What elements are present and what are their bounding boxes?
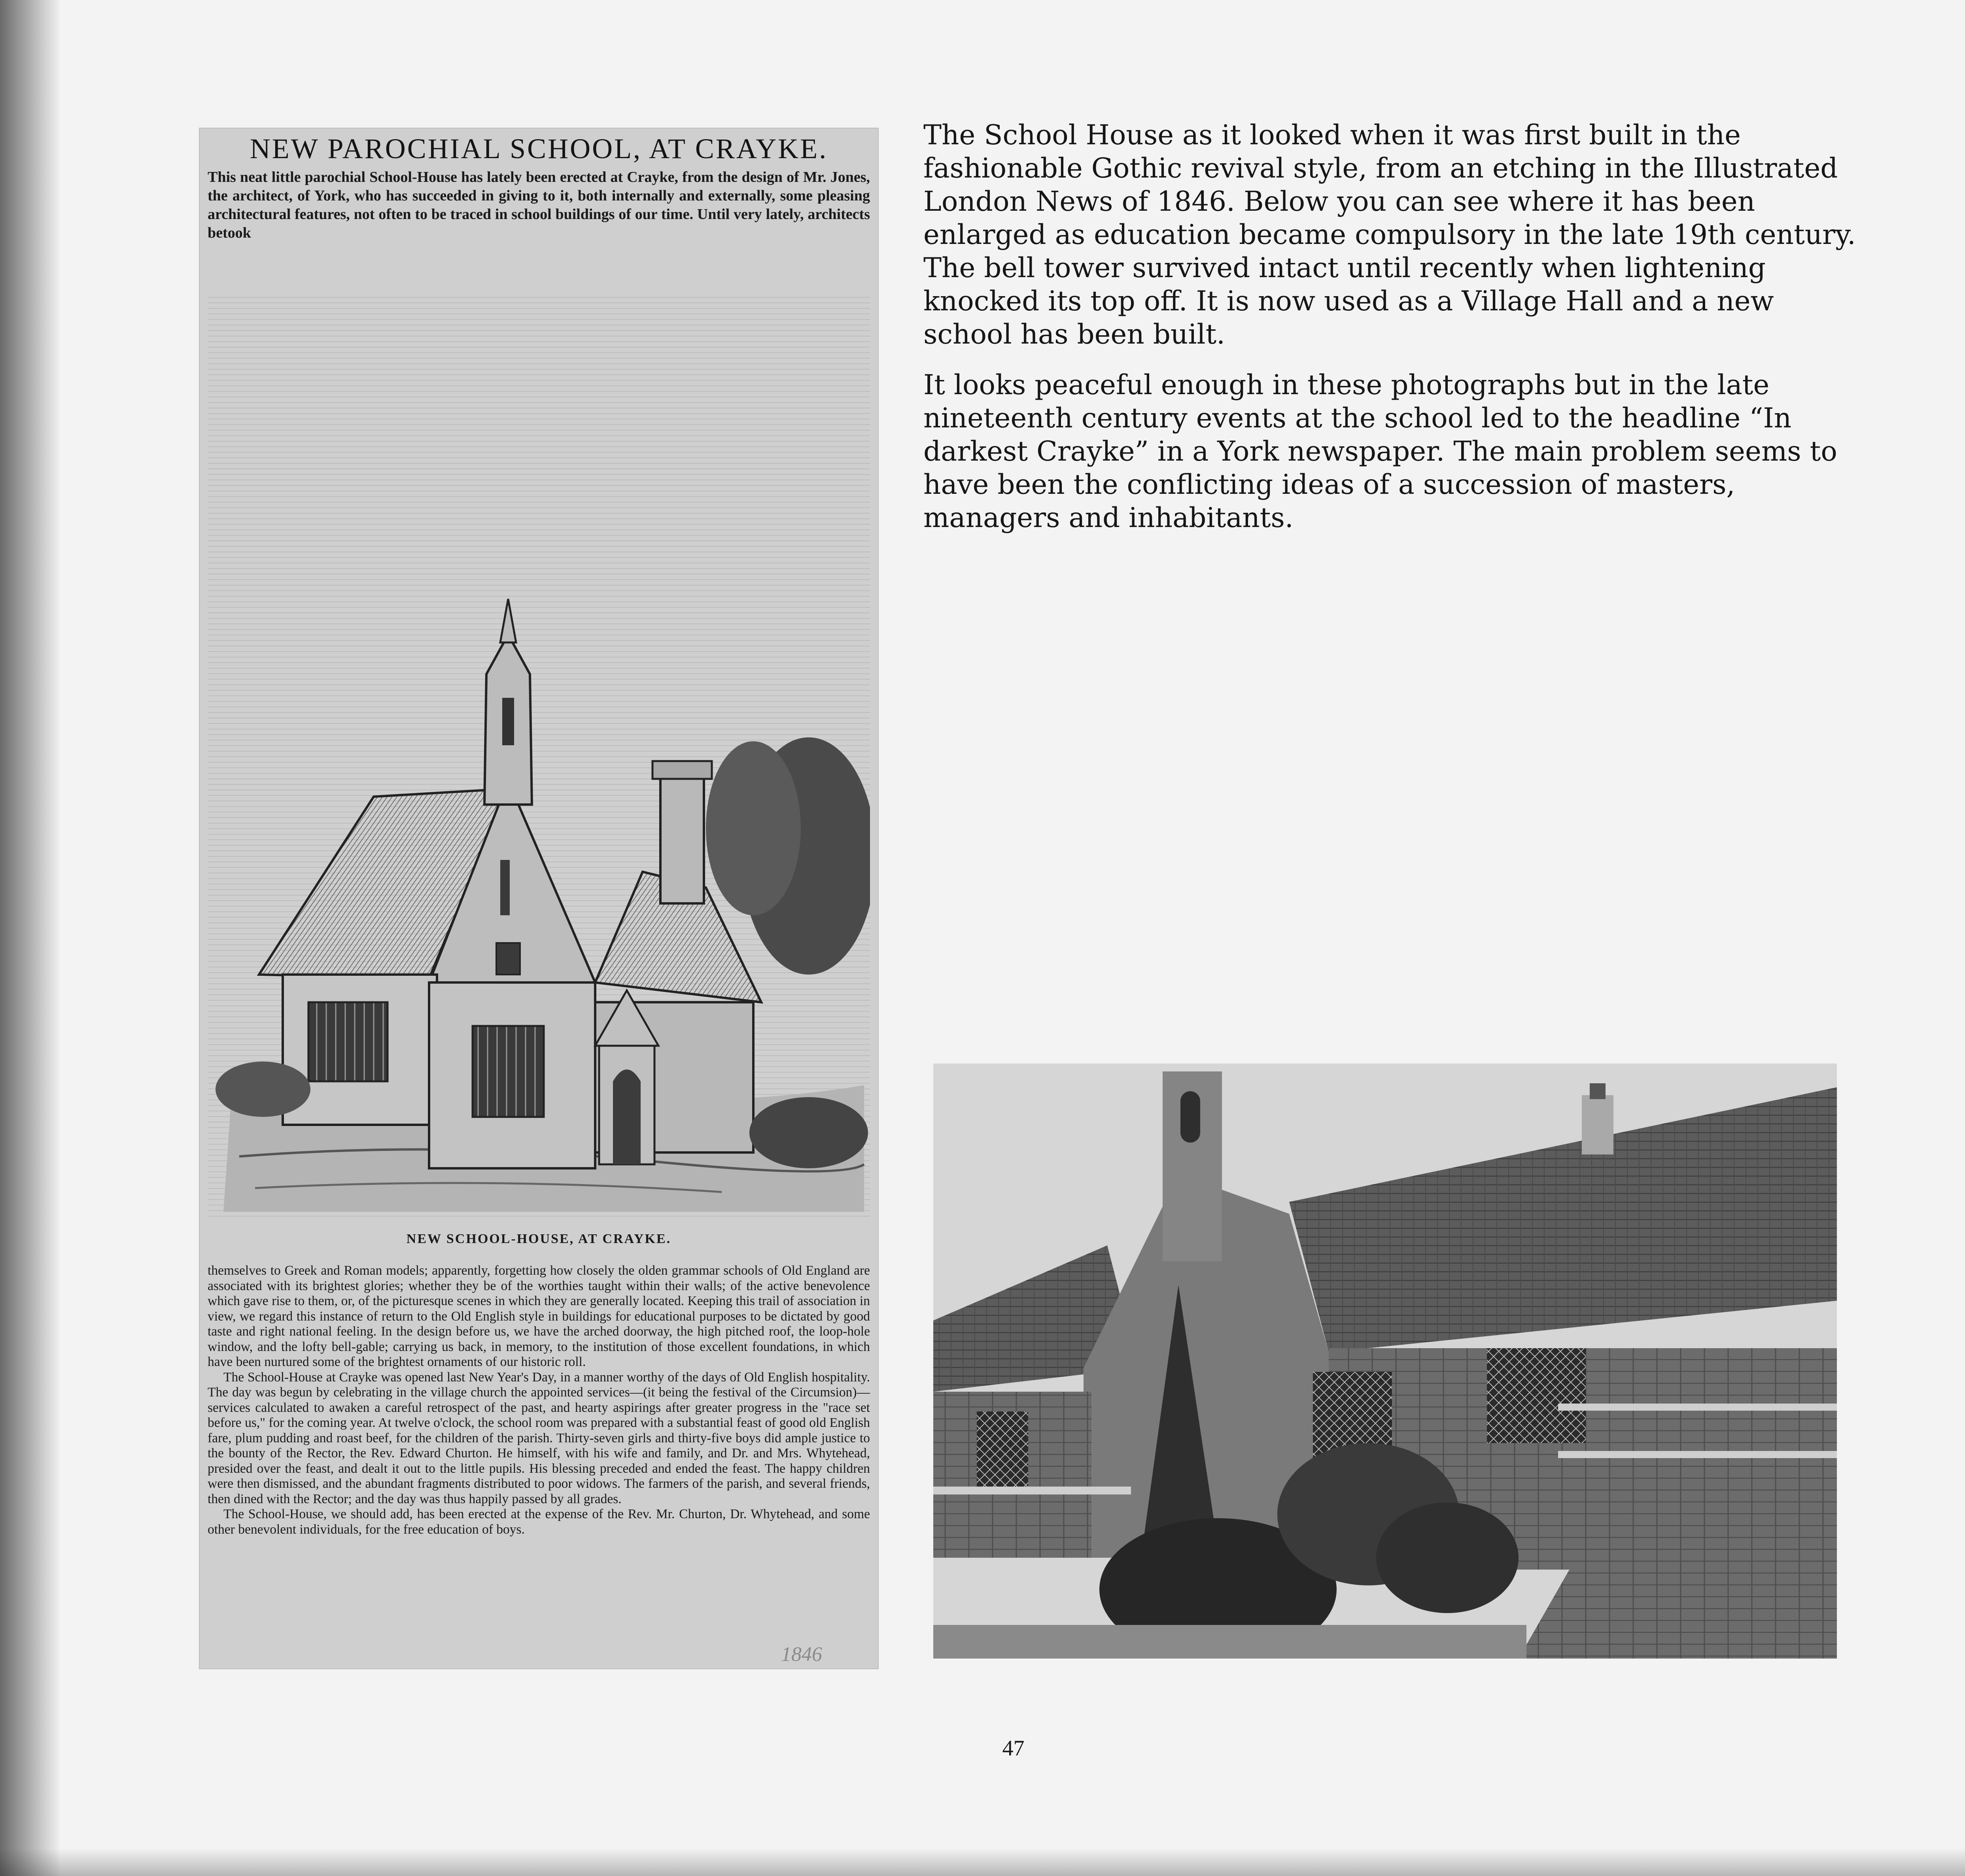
description-text [923, 119, 1857, 552]
page-number: 47 [1002, 1736, 1025, 1761]
clipping-paragraph: The School-House at Crayke was opened last New Year's Day, in a manner worthy of the days of Old English hospitality. The day was begun by celebrating in the village church the appointed services—(it being the festival of the Circumsion)—services calculated to awaken a careful retrospect of the past, and hearty aspirings after greater progress in the "race set before us," for the coming year. At twelve o'clock, the school room was prepared with a substantial feast of good old English fare, plum pudding and roast beef, for the children of the parish. Thirty-seven girls and thirty-five boys did ample justice to the bounty of the Rector, the Rev. Edward Churton. He himself, with his wife and family, and Dr. and Mrs. Whytehead, presided over the feast, and dealt it out to the little pupils. His blessing preceded and ended the feast. The happy children were then dismissed, and the abundant fragments distributed to poor widows. The farmers of the parish, and several friends, then dined with the Rector; and the day was thus happily passed by all grades. [208, 1370, 870, 1506]
clipping-paragraph: themselves to Greek and Roman models; apparently, forgetting how closely the olden grammar schools of Old England are associated with its brightest glories; whether they be of the worthies taught within their walls; of the active benevolence which gave rise to them, or, of the picturesque scenes in which they are generally located. Keeping this trail of association in view, we regard this instance of return to the Old English style in buildings for educational purposes to be dictated by good taste and right national feeling. In the design before us, we have the arched doorway, the high pitched roof, the loop-hole window, and the lofty bell-gable; carrying us back, in memory, to the institution of those excellent foundations, in which have been nurtured some of the brightest ornaments of our historic roll. [208, 1263, 870, 1369]
clipping-article-body [208, 1263, 870, 1537]
clipping-intro: This neat little parochial School-House has lately been erected at Crayke, from the design of Mr. Jones, the architect, of York, who has succeeded in giving to it, both internally and externally, some pleasing architectural features, not often to be traced in school buildings of our time. Until very lately, architects betook [208, 169, 870, 241]
etching-caption: NEW SCHOOL-HOUSE, AT CRAYKE. [406, 1232, 671, 1246]
page-edge-shadow [0, 1848, 1965, 1876]
book-binding-shadow [0, 0, 59, 1876]
handwritten-year-note: 1846 [781, 1643, 822, 1666]
school-house-etching [208, 295, 870, 1220]
clipping-title: NEW PAROCHIAL SCHOOL, AT CRAYKE. [250, 133, 828, 164]
newspaper-clipping [200, 128, 878, 1668]
description-paragraph: It looks peaceful enough in these photographs but in the late nineteenth century events at the school led to the headline “In darkest Crayke” in a York newspaper. The main problem seems to have been the conflicting ideas of a succession of masters, managers and inhabitants. [923, 369, 1837, 534]
description-paragraph: The School House as it looked when it was first built in the fashionable Gothic revival style, from an etching in the Illustrated London News of 1846. Below you can see where it has been enlarged as education became compulsory in the late 19th century. The bell tower survived intact until recently when lightening knocked its top off. It is now used as a Village Hall and a new school has been built. [923, 119, 1856, 350]
clipping-paragraph: The School-House, we should add, has been erected at the expense of the Rev. Mr. Churton, Dr. Whytehead, and some other benevolent individuals, for the free education of boys. [208, 1507, 870, 1537]
school-house-photograph [933, 1064, 1837, 1659]
